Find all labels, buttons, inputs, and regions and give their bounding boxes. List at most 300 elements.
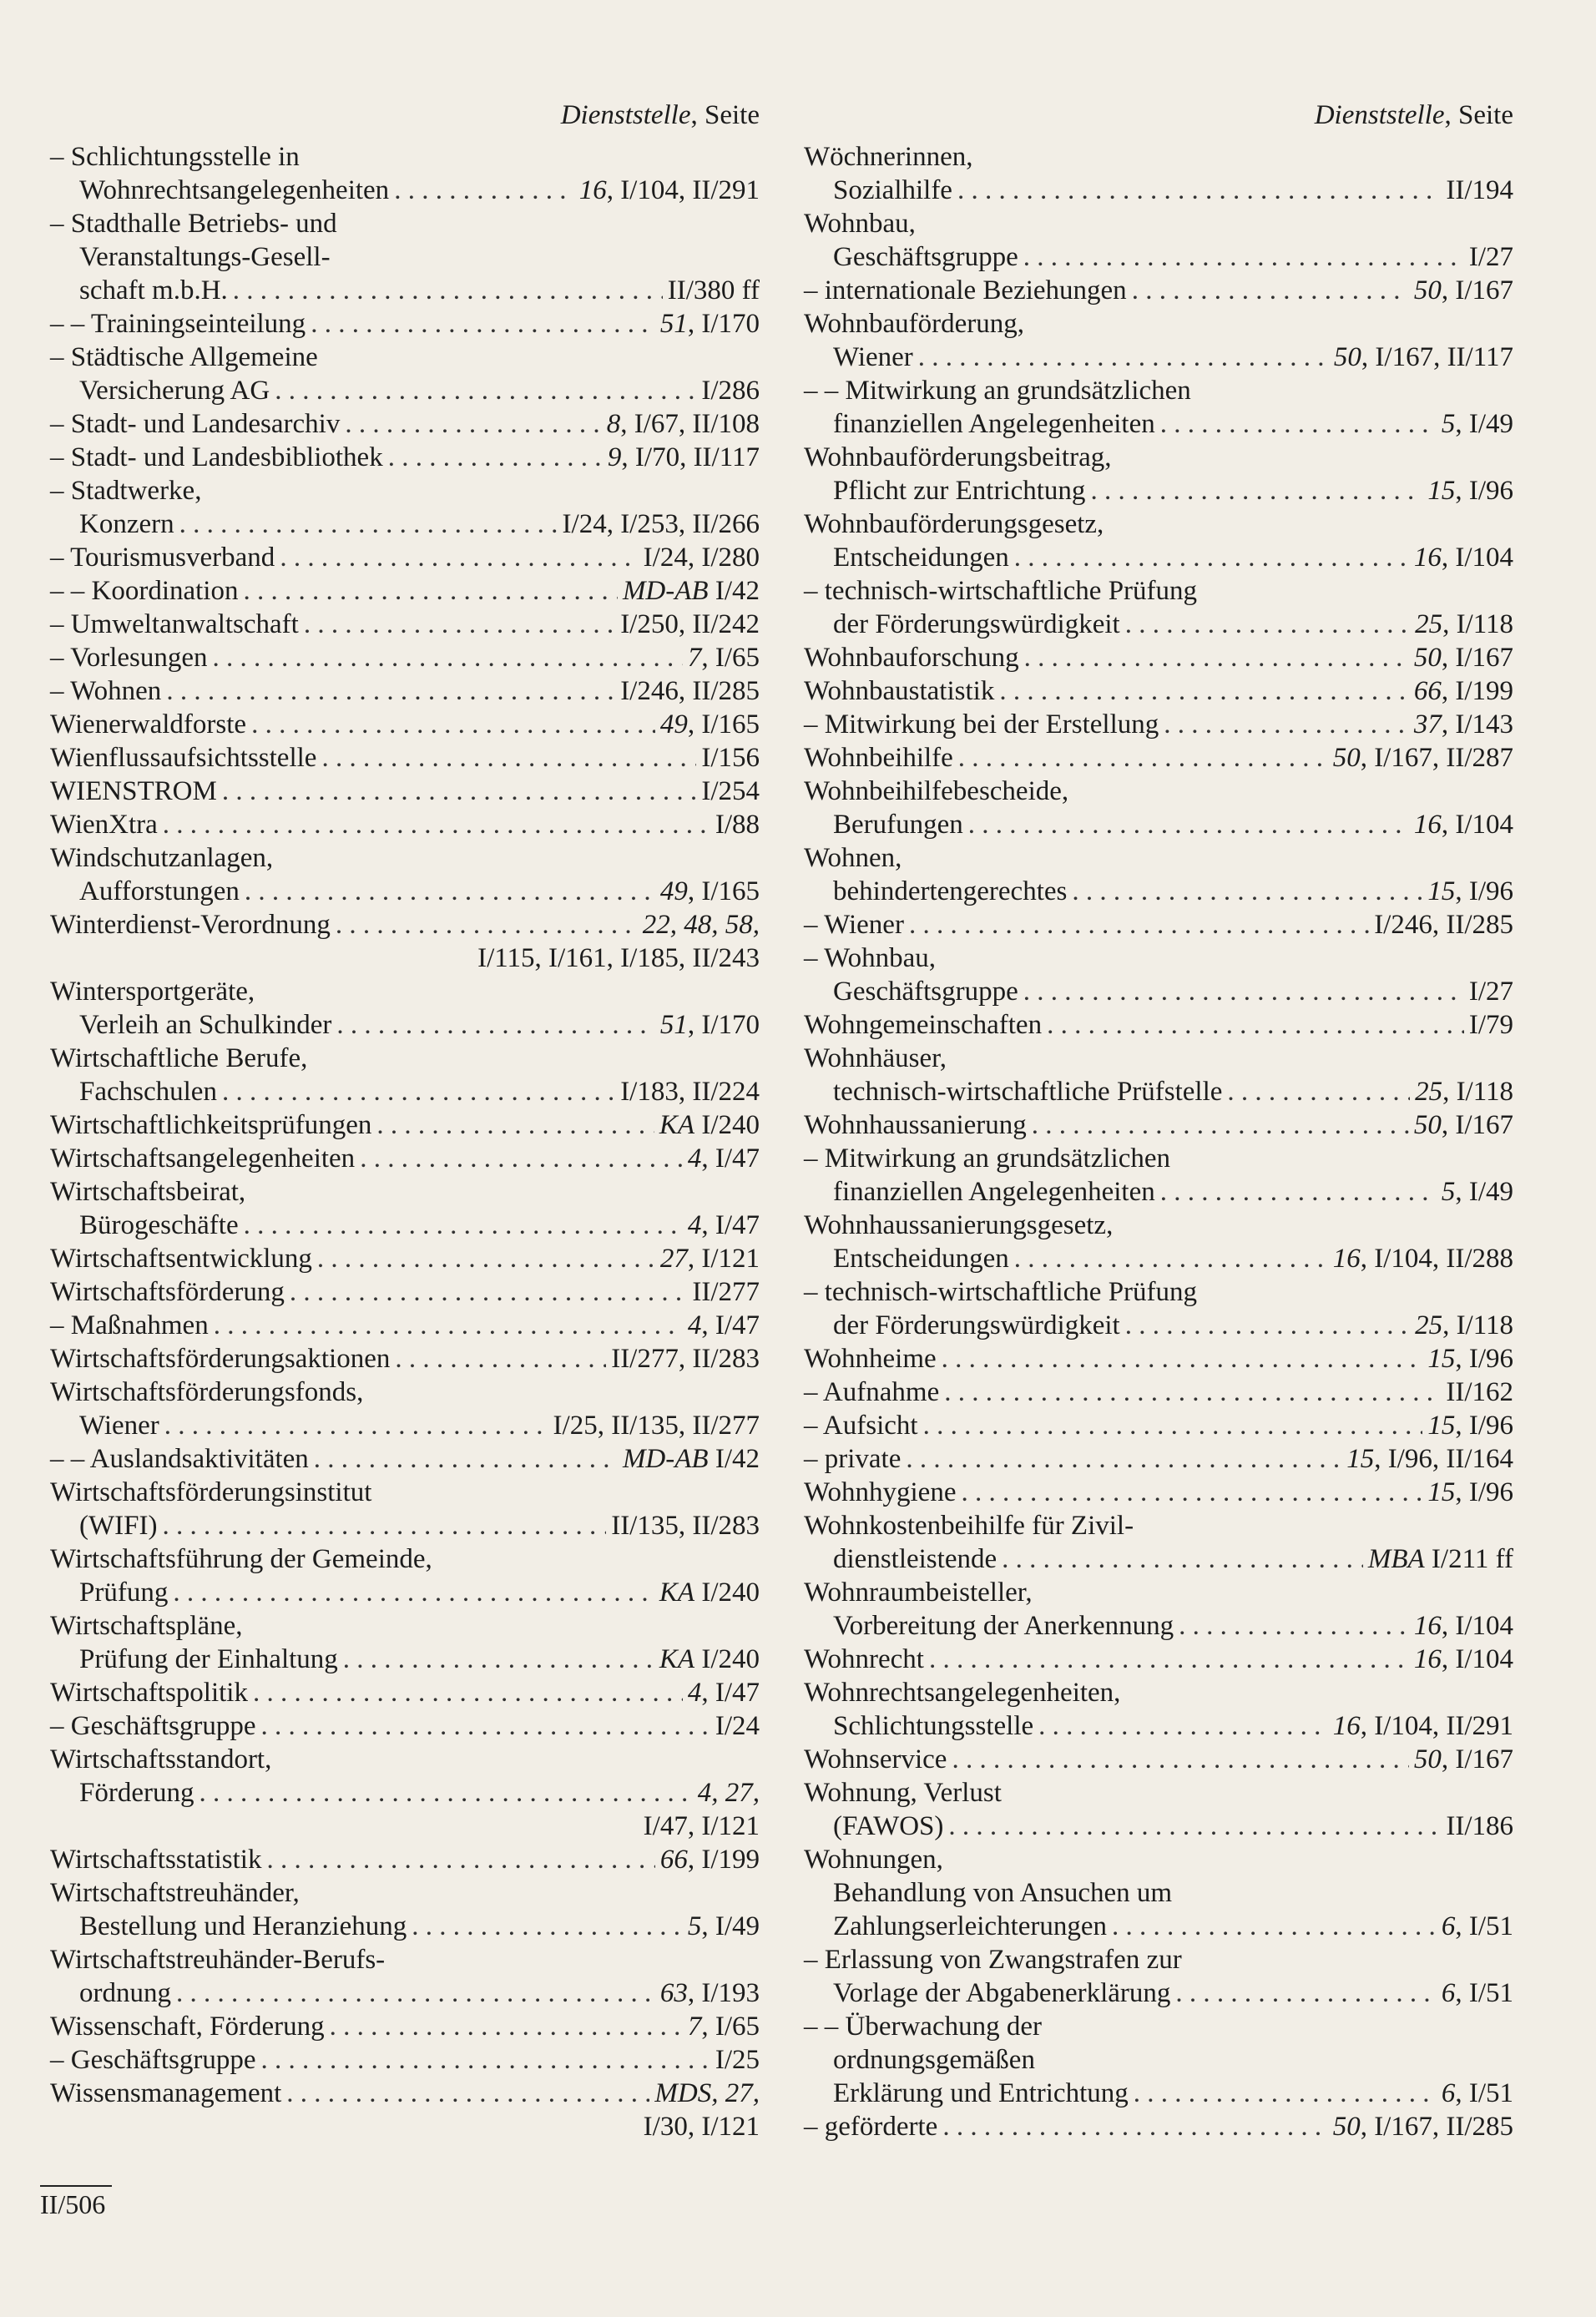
entry-reference (692, 1275, 760, 1309)
index-entry (50, 641, 760, 674)
entry-term: dienstleistende (833, 1544, 998, 1574)
entry-term: WienXtra (50, 810, 158, 840)
dot-leader (317, 1242, 655, 1275)
reference-italic: 50 (1332, 2112, 1361, 2142)
reference-pages: , I/96 (1455, 876, 1513, 906)
reference-pages: I/88 (715, 810, 760, 840)
dot-leader (1023, 240, 1464, 274)
index-entry (50, 841, 760, 875)
reference-pages: , I/143 (1441, 709, 1513, 740)
entry-reference (579, 174, 760, 207)
dot-leader (214, 1309, 683, 1342)
reference-italic: 16 (578, 175, 607, 205)
dot-leader (360, 1142, 683, 1175)
dot-leader (1164, 708, 1409, 741)
index-entry (804, 574, 1513, 608)
reference-pages: , I/96, II/164 (1374, 1444, 1513, 1474)
index-entry (804, 1209, 1513, 1242)
reference-pages: II/277 (692, 1277, 760, 1307)
index-entry (50, 1810, 760, 1843)
index-entry (804, 908, 1513, 941)
entry-reference (1427, 474, 1513, 507)
entry-term: Wissenschaft, Förderung (50, 2012, 325, 2042)
entry-reference (659, 1643, 760, 1676)
index-entry (50, 1309, 760, 1342)
entry-reference (1414, 1743, 1513, 1776)
entry-term: Veranstaltungs-Gesell- (79, 242, 331, 272)
entry-term: Wienflussaufsichtsstelle (50, 743, 317, 773)
dot-leader (176, 1976, 655, 2010)
reference-pages: I/240 (694, 1110, 760, 1140)
entry-term: Wirtschaftsstandort, (50, 1744, 272, 1774)
index-entry (804, 1910, 1513, 1943)
entry-reference (1414, 1643, 1513, 1676)
reference-italic: 5 (687, 1911, 702, 1941)
entry-reference (1414, 1108, 1513, 1142)
index-entry (50, 174, 760, 207)
reference-pages: , I/67, II/108 (620, 409, 760, 439)
page-footer (40, 2185, 112, 2220)
entry-reference (608, 441, 760, 474)
index-entry (50, 2010, 760, 2043)
entry-reference (611, 1342, 760, 1376)
reference-pages: , I/49 (701, 1911, 760, 1941)
dot-leader (1032, 1108, 1409, 1142)
dot-leader (1125, 608, 1410, 641)
entry-reference (1346, 1442, 1513, 1476)
reference-pages: , I/104, II/291 (606, 175, 760, 205)
entry-term: Wohnrecht (804, 1644, 924, 1674)
reference-pages: , I/49 (1455, 409, 1513, 439)
entry-reference (660, 1008, 760, 1042)
entry-term: Wohnbauförderung, (804, 309, 1025, 339)
entry-reference (688, 1309, 760, 1342)
index-entry (804, 1142, 1513, 1175)
entry-reference (620, 674, 760, 708)
entry-term: – – Auslandsaktivitäten (50, 1444, 309, 1474)
entry-term: – Schlichtungsstelle in (50, 142, 300, 172)
entry-term: – Stadt- und Landesarchiv (50, 409, 341, 439)
index-entry (804, 808, 1513, 841)
entry-reference (620, 608, 760, 641)
dot-leader (321, 741, 696, 775)
entry-reference (660, 1976, 760, 2010)
entry-reference (660, 1843, 760, 1876)
reference-italic: 51 (659, 1010, 688, 1040)
entry-term: Zahlungserleichterungen (833, 1911, 1108, 1941)
entry-reference (701, 741, 760, 775)
entry-reference (1442, 1175, 1513, 1209)
index-entry (50, 240, 760, 274)
entry-reference (1414, 708, 1513, 741)
entry-reference (1427, 875, 1513, 908)
dot-leader (261, 2043, 710, 2077)
index-entry (804, 1108, 1513, 1142)
entry-term: – private (804, 1444, 902, 1474)
reference-italic: 16 (1413, 1611, 1442, 1641)
entry-term: – technisch-wirtschaftliche Prüfung (804, 576, 1198, 606)
reference-pages: I/27 (1468, 242, 1513, 272)
entry-term: Wirtschaftstreuhänder, (50, 1878, 300, 1908)
dot-leader (163, 808, 710, 841)
entry-term: Prüfung (79, 1577, 169, 1608)
reference-pages: , I/104, II/288 (1360, 1244, 1513, 1274)
index-column-right (804, 98, 1513, 2143)
entry-term: Konzern (79, 509, 174, 539)
entry-term: – Mitwirkung bei der Erstellung (804, 709, 1159, 740)
index-entry (804, 307, 1513, 341)
entry-term: technisch-wirtschaftliche Prüfstelle (833, 1077, 1223, 1107)
column-header-left (50, 98, 760, 140)
entries-right (804, 140, 1513, 2143)
index-entry (50, 474, 760, 507)
reference-pages: , I/96 (1455, 476, 1513, 506)
dot-leader (944, 1376, 1441, 1409)
reference-pages: , I/70, II/117 (621, 442, 760, 472)
reference-italic: 50 (1413, 643, 1442, 673)
entry-reference (1414, 541, 1513, 574)
reference-pages: , I/167 (1441, 643, 1513, 673)
reference-pages: I/254 (701, 776, 760, 806)
entry-term: Wirtschaftsentwicklung (50, 1244, 312, 1274)
index-entry (50, 1376, 760, 1409)
dot-leader (304, 608, 615, 641)
reference-pages: I/24 (715, 1711, 760, 1741)
dot-leader (162, 1509, 606, 1542)
index-entry (804, 274, 1513, 307)
entry-term: Wohnhygiene (804, 1477, 957, 1507)
entry-reference (715, 2043, 760, 2077)
index-entry (804, 1342, 1513, 1376)
entry-term: – Aufnahme (804, 1377, 940, 1407)
index-entry (50, 1509, 760, 1542)
entry-term: Sozialhilfe (833, 175, 952, 205)
entry-reference (668, 274, 760, 307)
entry-reference (1368, 1542, 1513, 1576)
entry-reference (1414, 641, 1513, 674)
entry-term: Wohnbau, (804, 209, 916, 239)
dot-leader (961, 1476, 1422, 1509)
index-entry (804, 441, 1513, 474)
reference-pages: II/380 ff (667, 275, 760, 305)
entry-term: Wirtschaftstreuhänder-Berufs- (50, 1945, 386, 1975)
footer-rule (40, 2185, 112, 2187)
dot-leader (1014, 541, 1409, 574)
reference-pages: , I/199 (1441, 676, 1513, 706)
entry-reference (563, 507, 760, 541)
entry-term: Entscheidungen (833, 1244, 1009, 1274)
entry-term: – – Trainingseinteilung (50, 309, 306, 339)
entry-term: Wohnbauforschung (804, 643, 1019, 673)
dot-leader (222, 1075, 615, 1108)
entry-term: Wiener (833, 342, 913, 372)
entry-term: Schlichtungsstelle (833, 1711, 1034, 1741)
reference-pages: I/183, II/224 (620, 1077, 760, 1107)
reference-italic: 37 (1413, 709, 1442, 740)
dot-leader (948, 1810, 1441, 1843)
index-entry (50, 441, 760, 474)
entry-reference (1414, 808, 1513, 841)
entry-term: Wohnungen, (804, 1845, 943, 1875)
index-entry (804, 775, 1513, 808)
reference-italic: 50 (1413, 1110, 1442, 1140)
dot-leader (311, 307, 655, 341)
entry-reference (1333, 1709, 1513, 1743)
index-entry (804, 975, 1513, 1008)
reference-pages: I/25 (715, 2045, 760, 2075)
entry-reference (1442, 2077, 1513, 2110)
index-entry (50, 341, 760, 374)
dot-leader (343, 1643, 654, 1676)
reference-pages: I/25, II/135, II/277 (553, 1411, 760, 1441)
reference-pages: , I/47 (701, 1143, 760, 1174)
entry-reference (611, 1509, 760, 1542)
reference-pages: , I/104 (1441, 1644, 1513, 1674)
reference-pages: , I/167, II/117 (1361, 342, 1513, 372)
index-entry (804, 1709, 1513, 1743)
index-entry (804, 1075, 1513, 1108)
entry-reference (1333, 1242, 1513, 1275)
entry-reference (688, 2010, 760, 2043)
reference-italic: 15 (1427, 1477, 1456, 1507)
dot-leader (1014, 1242, 1328, 1275)
reference-pages: I/24, I/253, II/266 (562, 509, 760, 539)
index-entry (804, 174, 1513, 207)
entry-reference (1427, 1409, 1513, 1442)
reference-italic: 66 (659, 1845, 688, 1875)
dot-leader (1134, 2077, 1437, 2110)
reference-pages: I/42 (708, 576, 760, 606)
entry-term: Wirtschaftsförderung (50, 1277, 285, 1307)
dot-leader (275, 374, 696, 407)
entry-reference (607, 407, 760, 441)
entry-term: ordnung (79, 1978, 171, 2008)
entry-reference (688, 1142, 760, 1175)
reference-pages: I/246, II/285 (620, 676, 760, 706)
dot-leader (1090, 474, 1422, 507)
entry-term: Pflicht zur Entrichtung (833, 476, 1086, 506)
entry-term: – Wiener (804, 910, 904, 940)
column-header-right (804, 98, 1513, 140)
reference-pages: , I/193 (687, 1978, 760, 2008)
entry-term: – Wohnen (50, 676, 162, 706)
dot-leader (213, 641, 683, 674)
reference-italic: 49 (659, 709, 688, 740)
entry-term: Verleih an Schulkinder (79, 1010, 332, 1040)
index-entry (804, 507, 1513, 541)
entry-reference (623, 574, 760, 608)
dot-leader (173, 1576, 654, 1609)
reference-pages: , I/167 (1441, 1110, 1513, 1140)
index-entry (50, 1108, 760, 1142)
reference-pages: I/250, II/242 (620, 609, 760, 639)
reference-italic: 4 (687, 1210, 702, 1240)
entry-reference (1415, 1075, 1513, 1108)
index-entry (50, 1175, 760, 1209)
index-entry (50, 1242, 760, 1275)
reference-pages: , I/167 (1441, 1744, 1513, 1774)
entry-reference (1374, 908, 1513, 941)
dot-leader (376, 1108, 654, 1142)
entry-term: WIENSTROM (50, 776, 217, 806)
dot-leader (1125, 1309, 1410, 1342)
index-entry (50, 1943, 760, 1976)
index-entry (50, 1442, 760, 1476)
index-entry (50, 1910, 760, 1943)
dot-leader (1023, 975, 1464, 1008)
entry-term: Wissensmanagement (50, 2078, 282, 2108)
entry-reference (688, 1209, 760, 1242)
dot-leader (1175, 1976, 1436, 2010)
index-entry (804, 1309, 1513, 1342)
reference-italic: 4, 27, (697, 1778, 760, 1808)
entry-term: (FAWOS) (833, 1811, 944, 1841)
entry-term: Vorbereitung der Anerkennung (833, 1611, 1174, 1641)
entries-left (50, 140, 760, 2143)
reference-pages: , I/121 (687, 1244, 760, 1274)
dot-leader (280, 541, 638, 574)
index-entry (804, 2110, 1513, 2143)
entry-reference (1414, 274, 1513, 307)
index-entry (804, 1810, 1513, 1843)
entry-term: Wirtschaftsangelegenheiten (50, 1143, 356, 1174)
index-entry (50, 307, 760, 341)
entry-term: Wohnbaustatistik (804, 676, 995, 706)
index-entry (50, 407, 760, 441)
index-entry (50, 1743, 760, 1776)
dot-leader (1112, 1910, 1437, 1943)
entry-term: Wirtschaftsbeirat, (50, 1177, 246, 1207)
dot-leader (1160, 1175, 1437, 1209)
entry-term: Bestellung und Heranziehung (79, 1911, 407, 1941)
reference-italic: 16 (1413, 810, 1442, 840)
reference-italic: MD-AB (622, 1444, 709, 1474)
entry-reference (701, 374, 760, 407)
entry-term: Wiener (79, 1411, 159, 1441)
entry-term: Wohnbauförderungsbeitrag, (804, 442, 1112, 472)
entry-reference (477, 941, 760, 975)
entry-term: finanziellen Angelegenheiten (833, 1177, 1155, 1207)
entry-term: Entscheidungen (833, 543, 1009, 573)
reference-pages: , I/96 (1455, 1344, 1513, 1374)
reference-pages: , I/104 (1441, 1611, 1513, 1641)
index-entry (804, 474, 1513, 507)
reference-italic: 5 (1441, 409, 1456, 439)
reference-pages: II/186 (1446, 1811, 1513, 1841)
index-entry (50, 1008, 760, 1042)
entry-reference (1333, 741, 1513, 775)
entry-reference (1414, 1609, 1513, 1643)
header-label-rest: , Seite (1444, 100, 1513, 130)
entry-term: Wohnung, Verlust (804, 1778, 1002, 1808)
dot-leader (929, 1643, 1409, 1676)
entry-term: Wohnen, (804, 843, 902, 873)
index-entry (50, 1342, 760, 1376)
dot-leader (179, 507, 558, 541)
entry-reference (1414, 674, 1513, 708)
reference-pages: , I/165 (687, 876, 760, 906)
entry-reference (660, 1242, 760, 1275)
reference-italic: 16 (1413, 543, 1442, 573)
entry-reference (715, 808, 760, 841)
index-entry (50, 140, 760, 174)
dot-leader (1227, 1075, 1410, 1108)
reference-pages: , I/165 (687, 709, 760, 740)
reference-pages: , I/51 (1455, 1978, 1513, 2008)
reference-pages: II/194 (1446, 175, 1513, 205)
index-entry (50, 1776, 760, 1810)
index-entry (804, 875, 1513, 908)
dot-leader (952, 1743, 1408, 1776)
dot-leader (166, 674, 615, 708)
entry-term: Geschäftsgruppe (833, 242, 1018, 272)
entry-term: (WIFI) (79, 1511, 158, 1541)
reference-pages: , I/49 (1455, 1177, 1513, 1207)
entry-term: – Städtische Allgemeine (50, 342, 318, 372)
entry-reference (659, 1576, 760, 1609)
reference-italic: 4 (687, 1143, 702, 1174)
reference-pages: , I/51 (1455, 2078, 1513, 2108)
entry-term: – – Überwachung der (804, 2012, 1042, 2042)
entry-term: Wohnhäuser, (804, 1043, 947, 1073)
reference-italic: 63 (659, 1978, 688, 2008)
reference-pages: I/240 (694, 1644, 760, 1674)
entry-reference (688, 641, 760, 674)
entry-term: der Förderungswürdigkeit (833, 1310, 1120, 1340)
index-entry (50, 274, 760, 307)
index-entry (50, 507, 760, 541)
reference-italic: 66 (1413, 676, 1442, 706)
entry-reference (644, 1810, 760, 1843)
index-entry (50, 808, 760, 841)
index-entry (804, 240, 1513, 274)
index-entry (50, 1075, 760, 1108)
reference-italic: 4 (687, 1310, 702, 1340)
index-entry (804, 207, 1513, 240)
dot-leader (1160, 407, 1437, 441)
page-number: II/506 (40, 2189, 106, 2219)
dot-leader (345, 407, 601, 441)
reference-pages: I/24, I/280 (643, 543, 760, 573)
index-entry (804, 1943, 1513, 1976)
dot-leader (394, 174, 574, 207)
reference-italic: MBA (1367, 1544, 1425, 1574)
index-entry (50, 1042, 760, 1075)
entry-term: Versicherung AG (79, 376, 270, 406)
index-entry (804, 541, 1513, 574)
reference-italic: 49 (659, 876, 688, 906)
entry-reference (1469, 240, 1513, 274)
index-entry (804, 1776, 1513, 1810)
dot-leader (1002, 1542, 1363, 1576)
index-entry (804, 1376, 1513, 1409)
entry-reference (1427, 1476, 1513, 1509)
entry-reference (660, 708, 760, 741)
entry-reference (1333, 2110, 1513, 2143)
reference-pages: , I/167, II/287 (1360, 743, 1513, 773)
header-label-italic: Dienststelle (560, 100, 691, 130)
index-entry (804, 140, 1513, 174)
reference-pages: , I/47 (701, 1678, 760, 1708)
dot-leader (1047, 1008, 1464, 1042)
dot-leader (245, 875, 655, 908)
index-entry (804, 641, 1513, 674)
index-entry (804, 1175, 1513, 1209)
entry-term: Wirtschaftspläne, (50, 1611, 243, 1641)
index-entry (50, 674, 760, 708)
dot-leader (906, 1442, 1341, 1476)
reference-italic: 51 (659, 309, 688, 339)
